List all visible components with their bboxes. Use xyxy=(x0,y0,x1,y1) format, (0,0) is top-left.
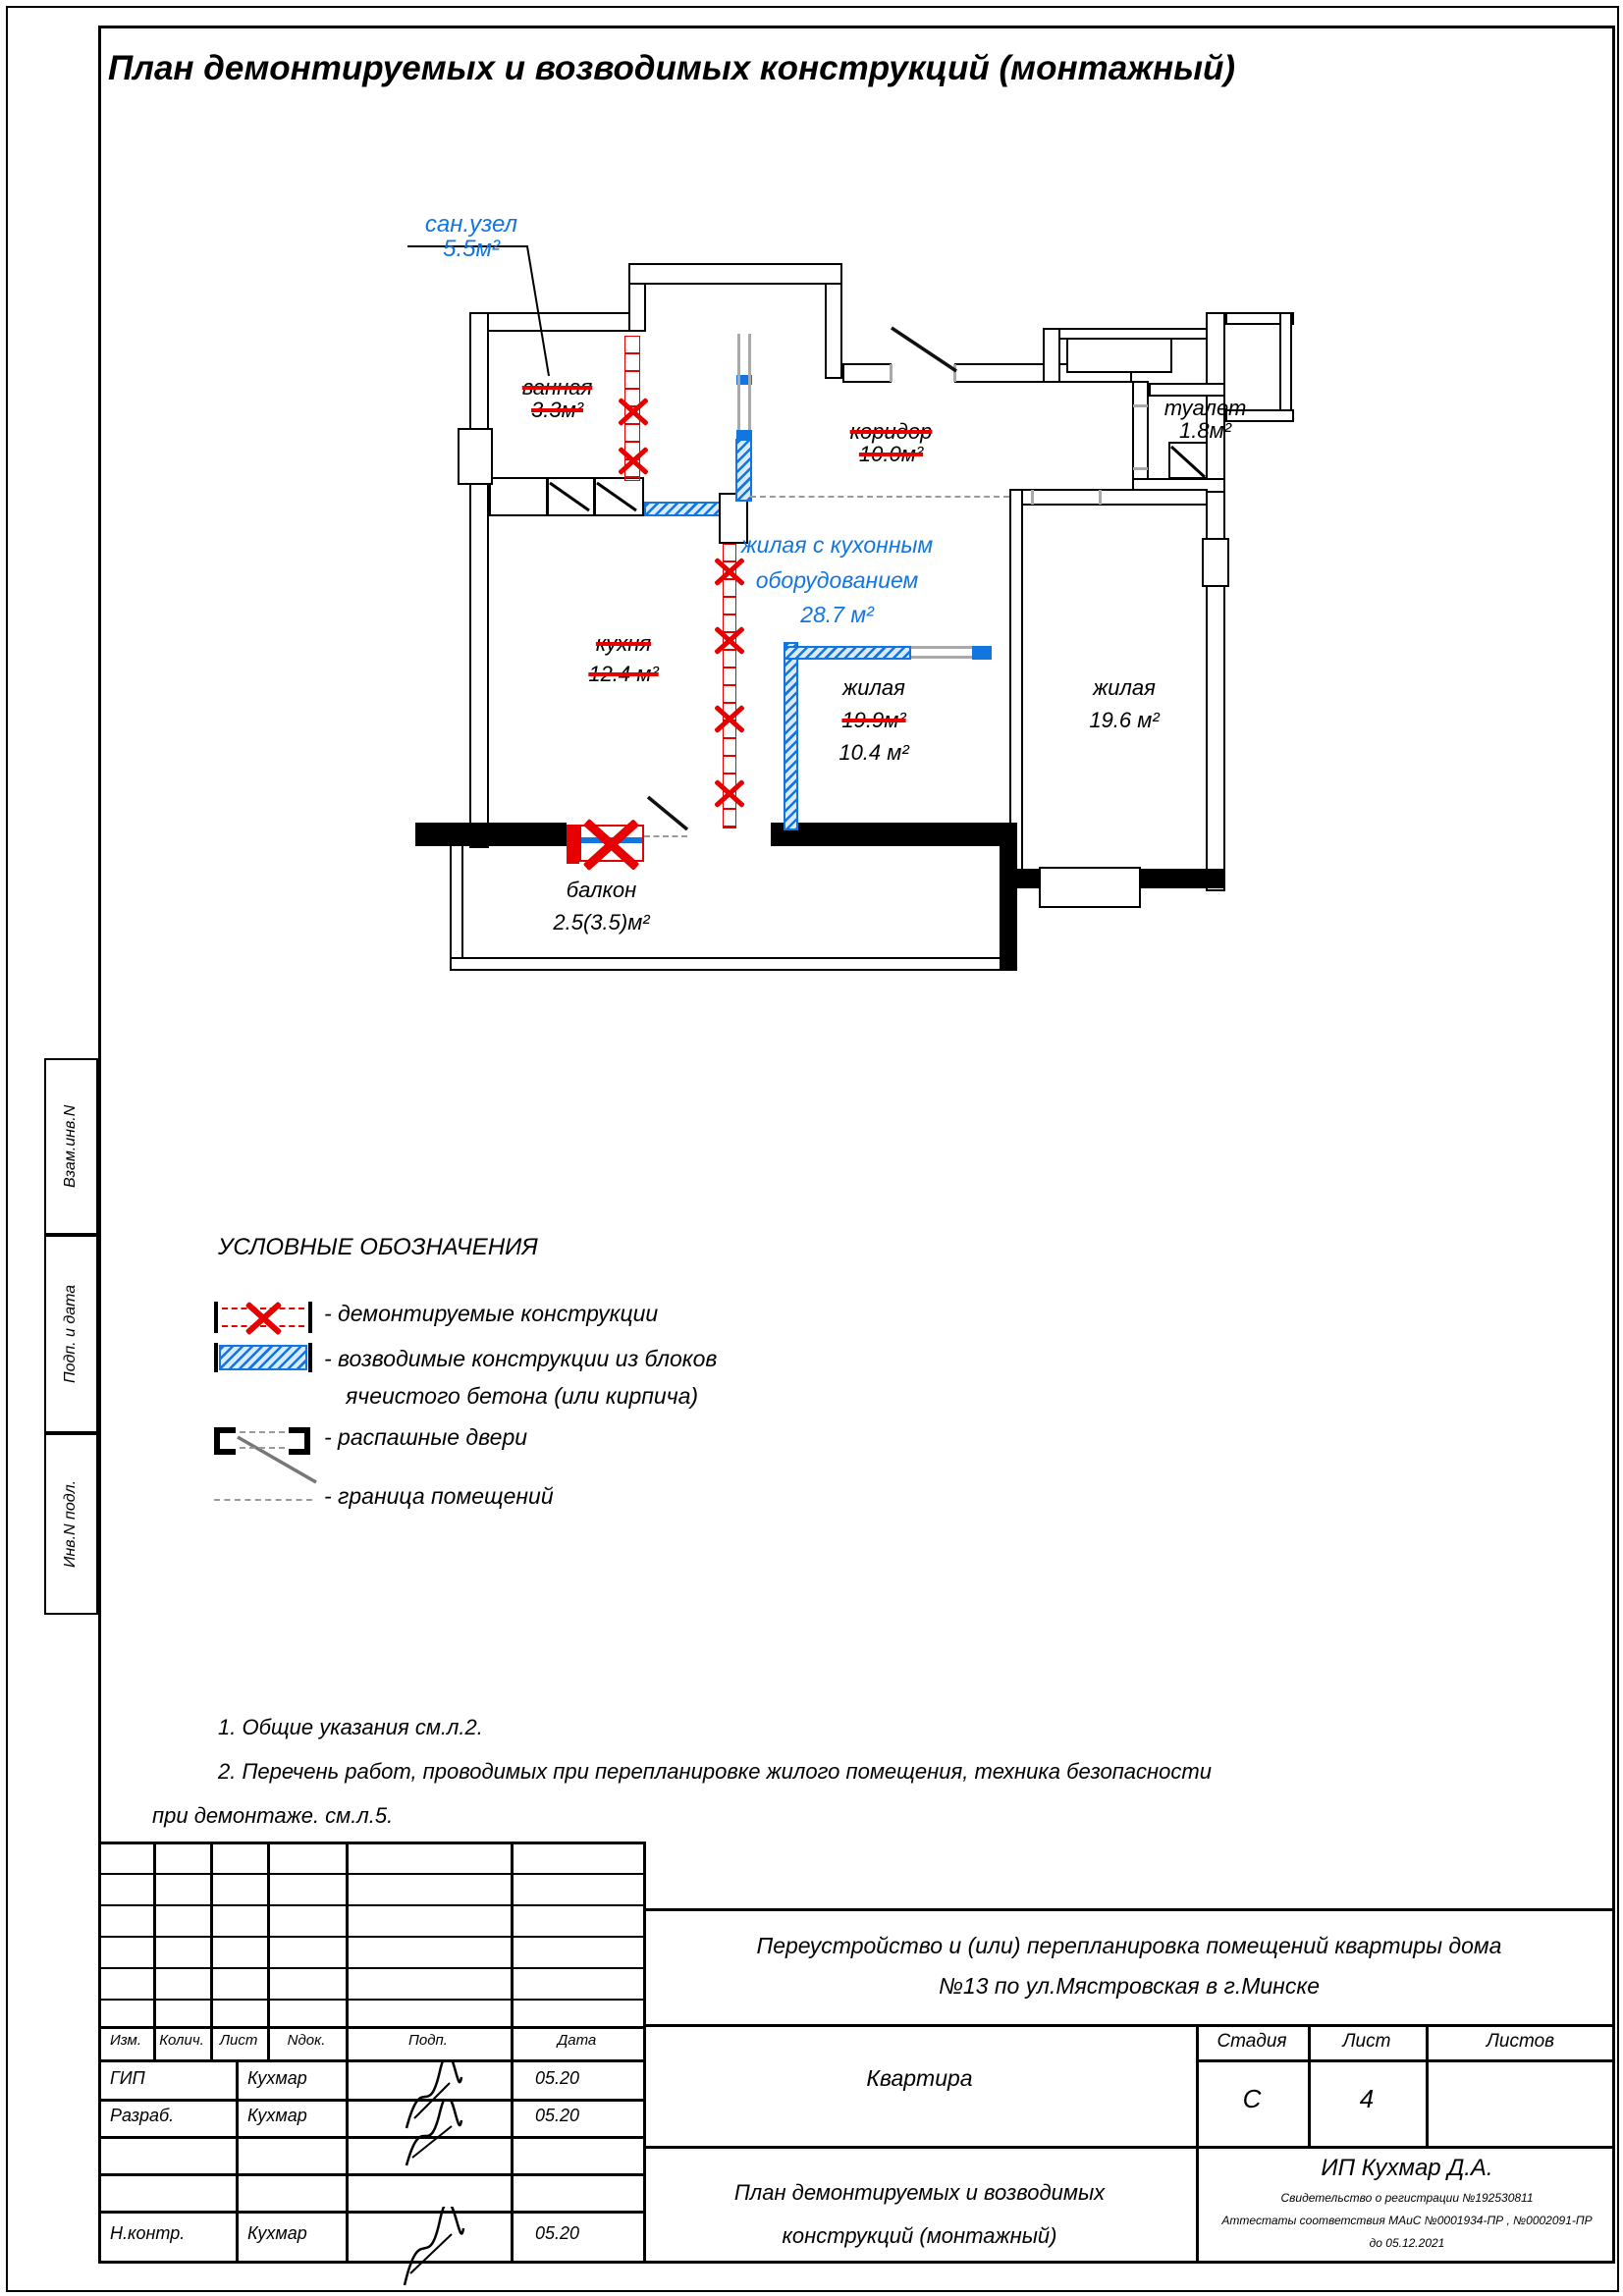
stamp-line xyxy=(346,1842,349,2264)
stamp-line xyxy=(98,2136,643,2139)
page-title: План демонтируемых и возводимых конструкций (монтажный) xyxy=(108,49,1236,87)
entry-door-leaf xyxy=(892,328,956,371)
legend-doors-label: - распашные двери xyxy=(324,1424,528,1450)
legend-boundary-label: - граница помещений xyxy=(324,1483,554,1509)
stage-label: Стадия xyxy=(1217,2031,1287,2052)
sidebar-label-vzam: Взам.инв.N xyxy=(62,1104,80,1189)
col-kolich: Колич. xyxy=(159,2032,204,2049)
stamp-line xyxy=(210,1842,213,2059)
legend-boundary-symbol xyxy=(214,1499,312,1501)
legend-door-symbol xyxy=(214,1421,312,1472)
signature-icon xyxy=(389,2207,477,2295)
stamp-line xyxy=(643,2024,1615,2027)
leader-line xyxy=(407,246,549,376)
stamp-line xyxy=(511,1842,514,2264)
stamp-line xyxy=(267,1842,270,2059)
legend-new-symbol xyxy=(214,1345,312,1370)
stamp-line xyxy=(1196,2059,1615,2062)
sidebar-cell-inv xyxy=(44,1433,98,1615)
legend-new-label2: ячеистого бетона (или кирпича) xyxy=(346,1383,699,1409)
toilet-shaft-diagonal xyxy=(1171,447,1205,477)
stamp-line xyxy=(98,2059,643,2062)
row-gip-name: Кухмар xyxy=(247,2068,307,2088)
row-razrab-date: 05.20 xyxy=(535,2106,580,2125)
door-jamb-icon xyxy=(214,1427,236,1455)
break-tick-icon xyxy=(214,1302,218,1333)
col-list: Лист xyxy=(219,2032,258,2049)
company-cert-1: Свидетельство о регистрации №192530811 xyxy=(1280,2191,1534,2205)
legend-heading: УСЛОВНЫЕ ОБОЗНАЧЕНИЯ xyxy=(218,1234,538,1260)
project-name: Переустройство и (или) перепланировка помещений квартиры дома №13 по ул.Мястровская в г.Минске xyxy=(756,1933,1502,2000)
break-tick-icon xyxy=(214,1343,218,1372)
vent-diagonal xyxy=(597,483,636,510)
legend-demolish-label: - демонтируемые конструкции xyxy=(324,1301,659,1326)
sidebar-label-inv: Инв.N подл. xyxy=(62,1479,80,1569)
door-jamb-icon xyxy=(289,1427,310,1455)
list-value: 4 xyxy=(1359,2084,1375,2113)
stamp-line xyxy=(98,1999,643,2001)
room-label-zhilaya-kuh: жилая с кухонным оборудованием 28.7 м² xyxy=(740,532,934,628)
balcony-door-leaf xyxy=(648,797,687,829)
stamp-line xyxy=(98,1842,643,1844)
listov-label: Листов xyxy=(1486,2031,1555,2052)
room-label-vannaya: ванная 3.3м² xyxy=(521,375,593,423)
object-name: Квартира xyxy=(866,2065,973,2091)
signature-icon xyxy=(393,2101,471,2179)
door-dash xyxy=(240,1447,285,1449)
note-line-1: 1. Общие указания см.л.2. xyxy=(218,1715,483,1739)
company-cert-3: до 05.12.2021 xyxy=(1369,2236,1445,2250)
stage-value: С xyxy=(1242,2084,1262,2113)
room-label-zhilaya-right: жилая 19.6 м² xyxy=(1089,675,1160,732)
stamp-line xyxy=(98,1967,643,1969)
note-line-3: при демонтаже. см.л.5. xyxy=(152,1803,394,1828)
col-data: Дата xyxy=(557,2032,597,2049)
sidebar-label-podp: Подп. и дата xyxy=(62,1284,80,1384)
stamp-line xyxy=(98,1873,643,1875)
stamp-line xyxy=(98,2026,643,2029)
room-label-zhilaya-mid: жилая 19.9м² 10.4 м² xyxy=(839,675,909,765)
room-label-kuhnya: кухня 12.4 м² xyxy=(588,631,659,686)
note-line-2: 2. Перечень работ, проводимых при перепланировке жилого помещения, техника безопасности xyxy=(218,1759,1212,1784)
room-label-koridor: коридор 10.0м² xyxy=(849,419,933,467)
vent-diagonal xyxy=(550,483,589,510)
row-gip-role: ГИП xyxy=(110,2068,145,2088)
room-label-balkon: балкон 2.5(3.5)м² xyxy=(553,878,650,934)
room-label-tualet: туалет 1.8м² xyxy=(1163,396,1247,444)
col-ndok: Nдок. xyxy=(287,2032,326,2049)
row-nkontr-name: Кухмар xyxy=(247,2223,307,2243)
stamp-line xyxy=(236,2059,239,2264)
sidebar-cell-vzam xyxy=(44,1058,98,1235)
demolition-x-icon xyxy=(243,1298,283,1337)
stamp-line xyxy=(98,2099,643,2102)
col-izm: Изм. xyxy=(110,2032,141,2049)
legend-new-label: - возводимые конструкции из блоков xyxy=(324,1346,718,1371)
row-gip-date: 05.20 xyxy=(535,2068,580,2088)
break-tick-icon xyxy=(308,1302,312,1333)
stamp-line xyxy=(98,2173,643,2176)
stamp-line xyxy=(98,1936,643,1938)
list-label: Лист xyxy=(1342,2031,1391,2052)
company-cert-2: Аттестаты соответствия МАиС №0001934-ПР , №0002091-ПР xyxy=(1221,2214,1593,2227)
stamp-line xyxy=(643,1908,1615,1911)
room-label-sanuzel: сан.узел 5.5м² xyxy=(424,211,518,263)
col-podp: Подп. xyxy=(408,2032,448,2049)
row-razrab-name: Кухмар xyxy=(247,2106,307,2125)
break-tick-icon xyxy=(308,1343,312,1372)
stamp-line xyxy=(98,1904,643,1906)
sidebar-cell-podp xyxy=(44,1235,98,1433)
stamp-line xyxy=(153,1842,156,2059)
new-wall-sample xyxy=(219,1345,307,1370)
stamp-line xyxy=(643,2146,1615,2149)
company-name: ИП Кухмар Д.А. xyxy=(1321,2155,1493,2181)
row-nkontr-date: 05.20 xyxy=(535,2223,580,2243)
legend-demolish-symbol xyxy=(214,1300,312,1335)
doc-title: План демонтируемых и возводимых конструкций (монтажный) xyxy=(733,2180,1106,2248)
door-dash xyxy=(240,1431,285,1433)
row-nkontr-role: Н.контр. xyxy=(110,2223,186,2243)
row-razrab-role: Разраб. xyxy=(110,2106,175,2125)
stamp-line xyxy=(98,2211,643,2214)
